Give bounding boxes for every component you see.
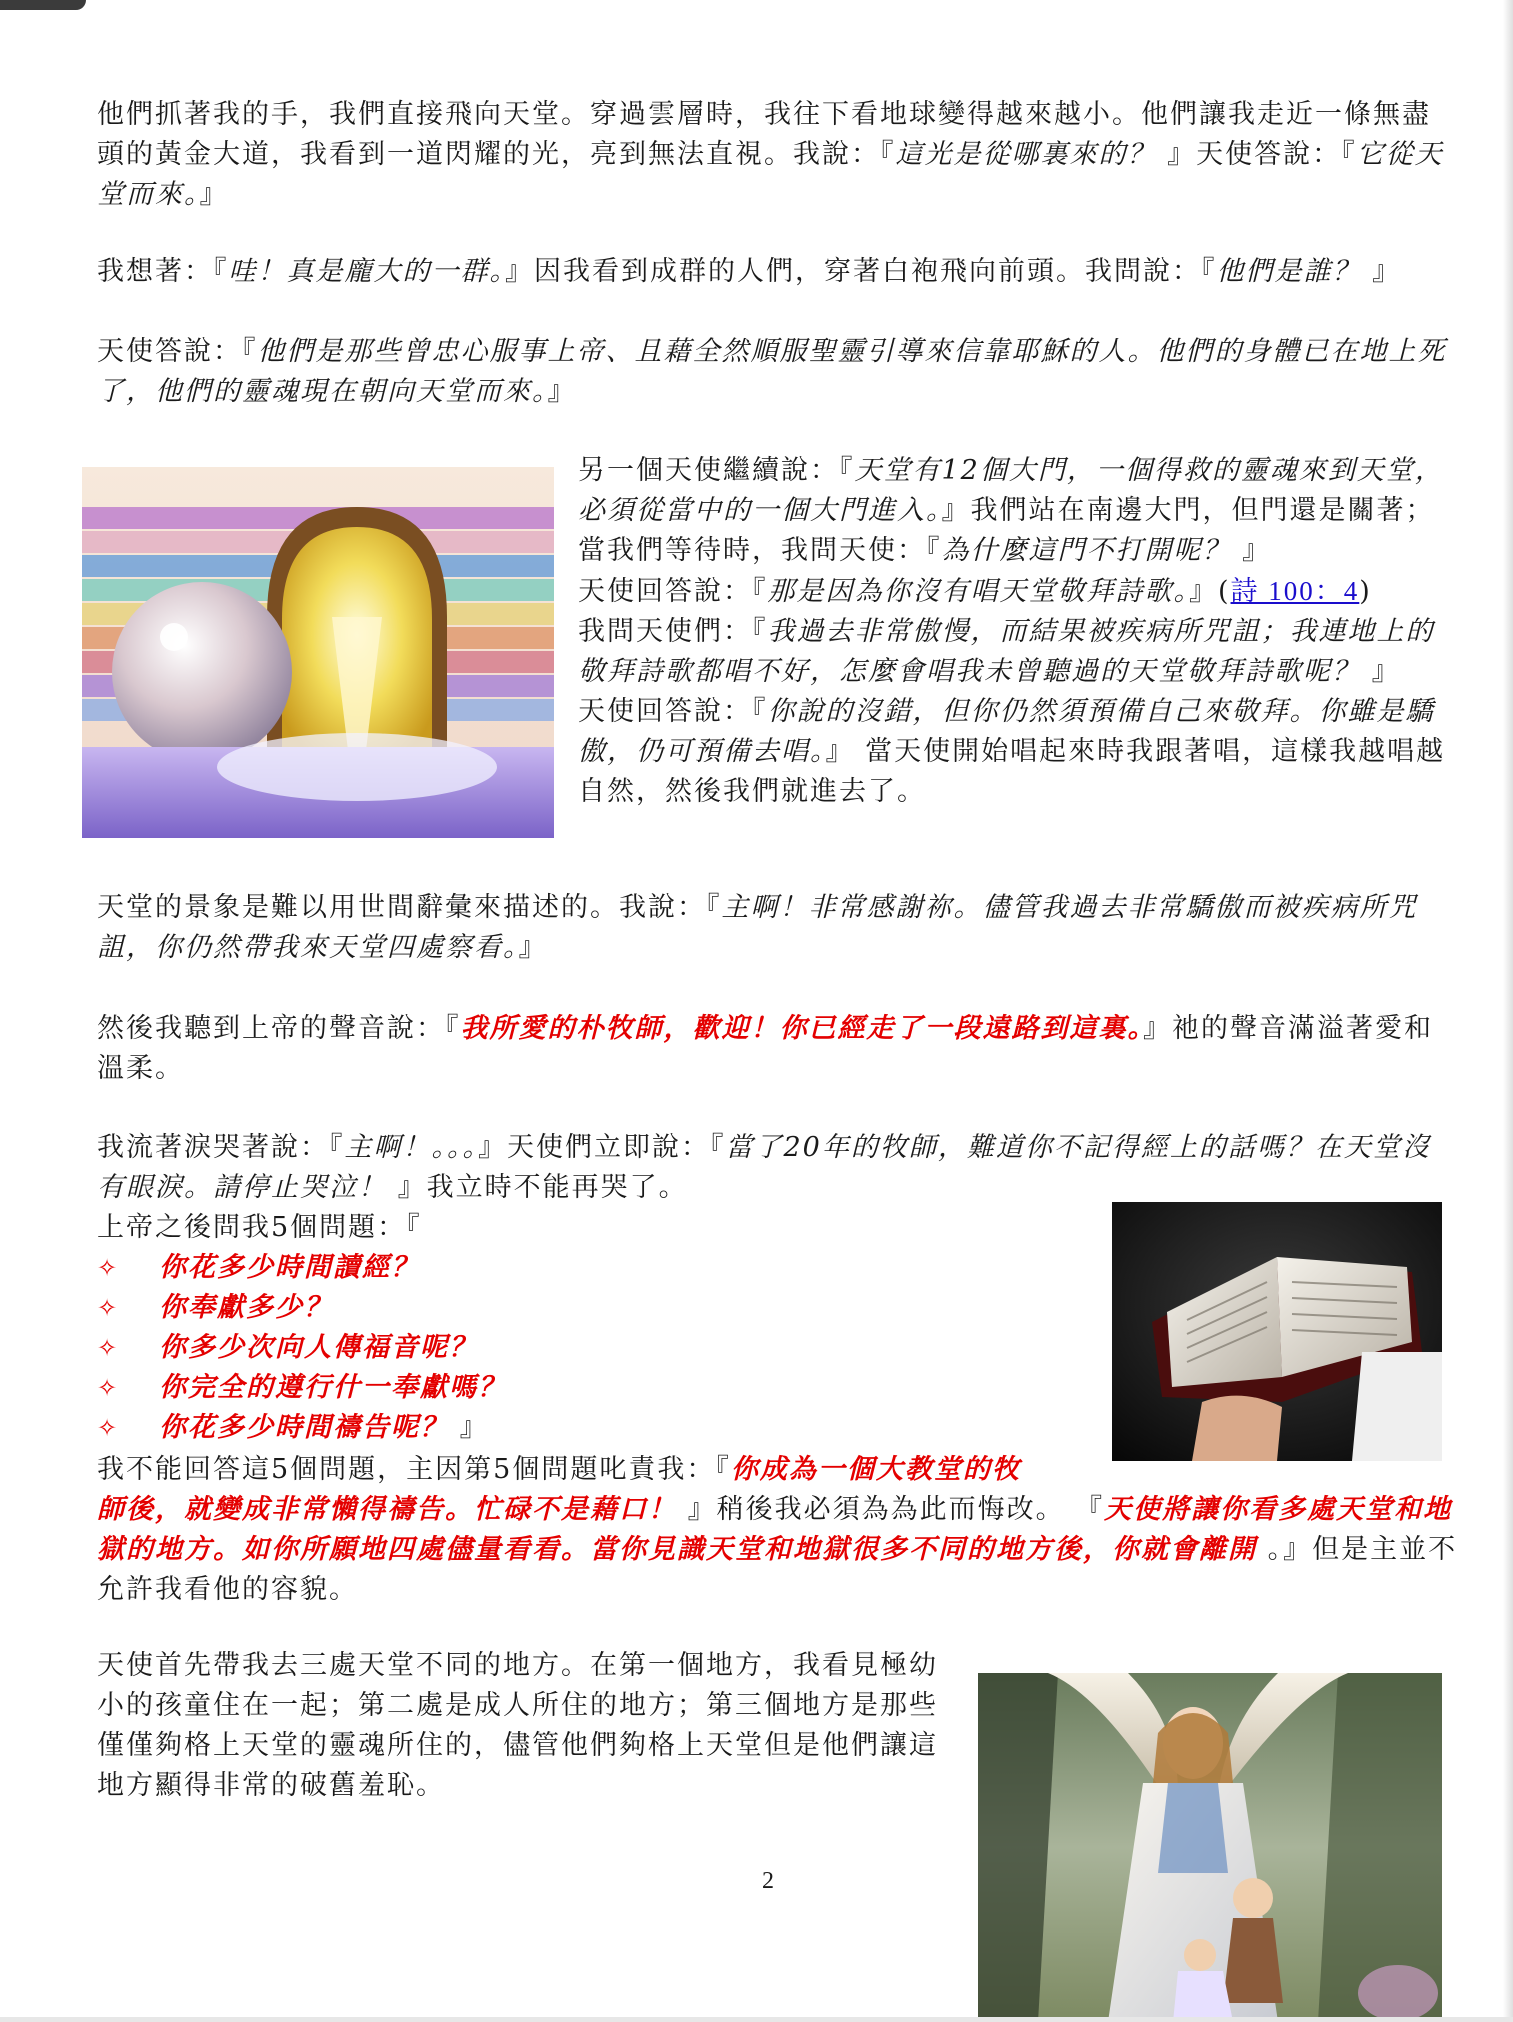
text: 』我們站在南邊大門，但門還是關著；當我們等待時，我問天使：『 (578, 495, 1435, 566)
list-item (97, 1408, 507, 1448)
question-text: 你奉獻多少？ (159, 1292, 333, 1323)
quote-italic: 這光是從哪裏來的？ (895, 139, 1157, 170)
quote-italic: 他們是誰？ (1216, 256, 1362, 287)
question-text: 你花多少時間禱告呢？ (159, 1412, 449, 1443)
question-text: 你多少次向人傳福音呢？ (159, 1332, 478, 1363)
god-speech-red: 我所愛的朴牧師，歡迎！你已經走了一段遠路到這裏。 (460, 1013, 1143, 1044)
quote-italic: 為什麼這門不打開呢？ (941, 535, 1232, 566)
star-bullet-icon: ✧ (97, 1254, 120, 1282)
star-bullet-icon: ✧ (97, 1414, 120, 1442)
star-bullet-icon: ✧ (97, 1294, 120, 1322)
text: 』 (449, 1412, 489, 1443)
text: 另一個天使繼續說：『 (578, 455, 855, 486)
paragraph-crowd (97, 252, 1459, 292)
page-edge-shadow (1503, 0, 1513, 2022)
text: 我問天使們：『 (578, 616, 768, 647)
quote-italic: 我過去非常傲慢，而結果被疾病所咒詛；我連地上的敬拜詩歌都唱不好，怎麼會唱我未曾聽過的天堂敬拜詩歌呢？ (578, 616, 1435, 687)
text: 然後我聽到上帝的聲音說：『 (97, 1013, 461, 1044)
question-text: 你完全的遵行什一奉獻嗎？ (159, 1372, 507, 1403)
paragraph-no-tears (97, 1128, 1459, 1208)
text: 』 (518, 932, 548, 963)
text: 天使回答說：『 (578, 696, 768, 727)
star-bullet-icon: ✧ (97, 1374, 120, 1402)
text: 』祂的聲音滿溢著愛和溫柔。 (97, 1013, 1433, 1084)
questions-list (97, 1248, 507, 1448)
text: 』 (199, 179, 229, 210)
questions-intro: 上帝之後問我5個問題：『 (97, 1212, 422, 1243)
text: 他們抓著我的手，我們直接飛向天堂。穿過雲層時，我往下看地球變得越來越小。他們讓我走近一條無盡頭的黃金大道，我看到一道閃耀的光，亮到無法直視。我說：『 (97, 99, 1431, 170)
quote-italic: 你說的沒錯，但你仍然須預備自己來敬拜。你雖是驕傲，仍可預備去唱。 (578, 696, 1435, 767)
text: 天使首先帶我去三處天堂不同的地方。在第一個地方，我看見極幼小的孩童住在一起；第二處是成人所住的地方；第三個地方是那些僅僅夠格上天堂的靈魂所住的，儘管他們夠格上天堂但是他們讓這地方顯得非常的破舊羞恥。 (97, 1650, 938, 1801)
god-speech-red: 你成為一個大教堂的牧 (730, 1454, 1021, 1485)
quote-italic: 哇！真是龐大的一群。 (228, 256, 505, 287)
god-speech-red: 天使將讓你看多處天堂和地獄的地方。如你所願地四處儘量看看。當你見識天堂和地獄很多不同的地方後，你就會離開 (97, 1494, 1453, 1565)
window-tab-corner (0, 0, 86, 10)
text: 』 (1361, 656, 1401, 687)
text: 』天使們立即說：『 (478, 1132, 726, 1163)
quote-italic: 那是因為你沒有唱天堂敬拜詩歌。 (767, 576, 1189, 607)
star-bullet-icon: ✧ (97, 1334, 120, 1362)
paragraph-rebuke (97, 1450, 1459, 1610)
text: ) (1359, 576, 1372, 607)
list-item (97, 1288, 507, 1328)
text: 』( (1189, 576, 1231, 607)
paragraph-god-voice (97, 1009, 1459, 1089)
text: 』因我看到成群的人們，穿著白袍飛向前頭。我問說：『 (505, 256, 1217, 287)
text: 』 (1231, 535, 1272, 566)
text: 』 當天使開始唱起來時我跟著唱，這樣我越唱越自然，然後我們就進去了。 (578, 736, 1446, 807)
paragraph-golden-road (97, 95, 1459, 215)
paragraph-three-places (97, 1646, 959, 1806)
list-item (97, 1368, 507, 1408)
guardian-angel-image (978, 1673, 1442, 2022)
page-number: 2 (762, 1868, 774, 1894)
heaven-gate-image (82, 467, 554, 838)
list-item (97, 1248, 507, 1288)
text: 。』但是主並不允許我看他的容貌。 (97, 1534, 1458, 1605)
paragraph-twelve-gates (578, 451, 1461, 812)
text: 我想著：『 (97, 256, 229, 287)
text: 』 (547, 376, 577, 407)
paragraph-angel-answer (97, 332, 1459, 412)
text: 我流著淚哭著說：『 (97, 1132, 345, 1163)
list-item (97, 1328, 507, 1368)
text: 』 (1361, 256, 1402, 287)
text: 我不能回答這5個問題，主因第5個問題叱責我：『 (97, 1454, 731, 1485)
text: 天堂的景象是難以用世間辭彙來描述的。我說：『 (97, 892, 722, 923)
text: 天使答說：『 (97, 336, 258, 367)
quote-italic: 天堂有12個大門，一個得救的靈魂來到天堂，必須從當中的一個大門進入。 (578, 455, 1444, 526)
question-text: 你花多少時間讀經？ (159, 1252, 420, 1283)
scripture-reference-link[interactable]: 詩 100：4 (1230, 576, 1360, 606)
text: 』我立時不能再哭了。 (387, 1172, 688, 1203)
quote-italic: 當了20年的牧師，難道你不記得經上的話嗎？在天堂沒有眼淚。請停止哭泣！ (97, 1132, 1431, 1203)
quote-italic: 他們是那些曾忠心服事上帝、且藉全然順服聖靈引導來信靠耶穌的人。他們的身體已在地上死了，他們的靈魂現在朝向天堂而來。 (97, 336, 1447, 407)
text: 』天使答說：『 (1156, 139, 1357, 170)
text: 天使回答說：『 (578, 576, 768, 607)
quote-italic: 它從天堂而來。 (97, 139, 1444, 210)
quote-italic: 主啊！。。。 (344, 1132, 478, 1163)
god-speech-red: 師後，就變成非常懶得禱告。忙碌不是藉口！ (97, 1494, 677, 1525)
page-bottom-rule (0, 2017, 1513, 2022)
quote-italic: 主啊！非常感謝祢。儘管我過去非常驕傲而被疾病所咒詛，你仍然帶我來天堂四處察看。 (97, 892, 1418, 963)
open-bible-image (1112, 1202, 1442, 1461)
paragraph-heaven-scenery (97, 888, 1459, 968)
text: 』稍後我必須為為此而悔改。 『 (677, 1494, 1105, 1525)
